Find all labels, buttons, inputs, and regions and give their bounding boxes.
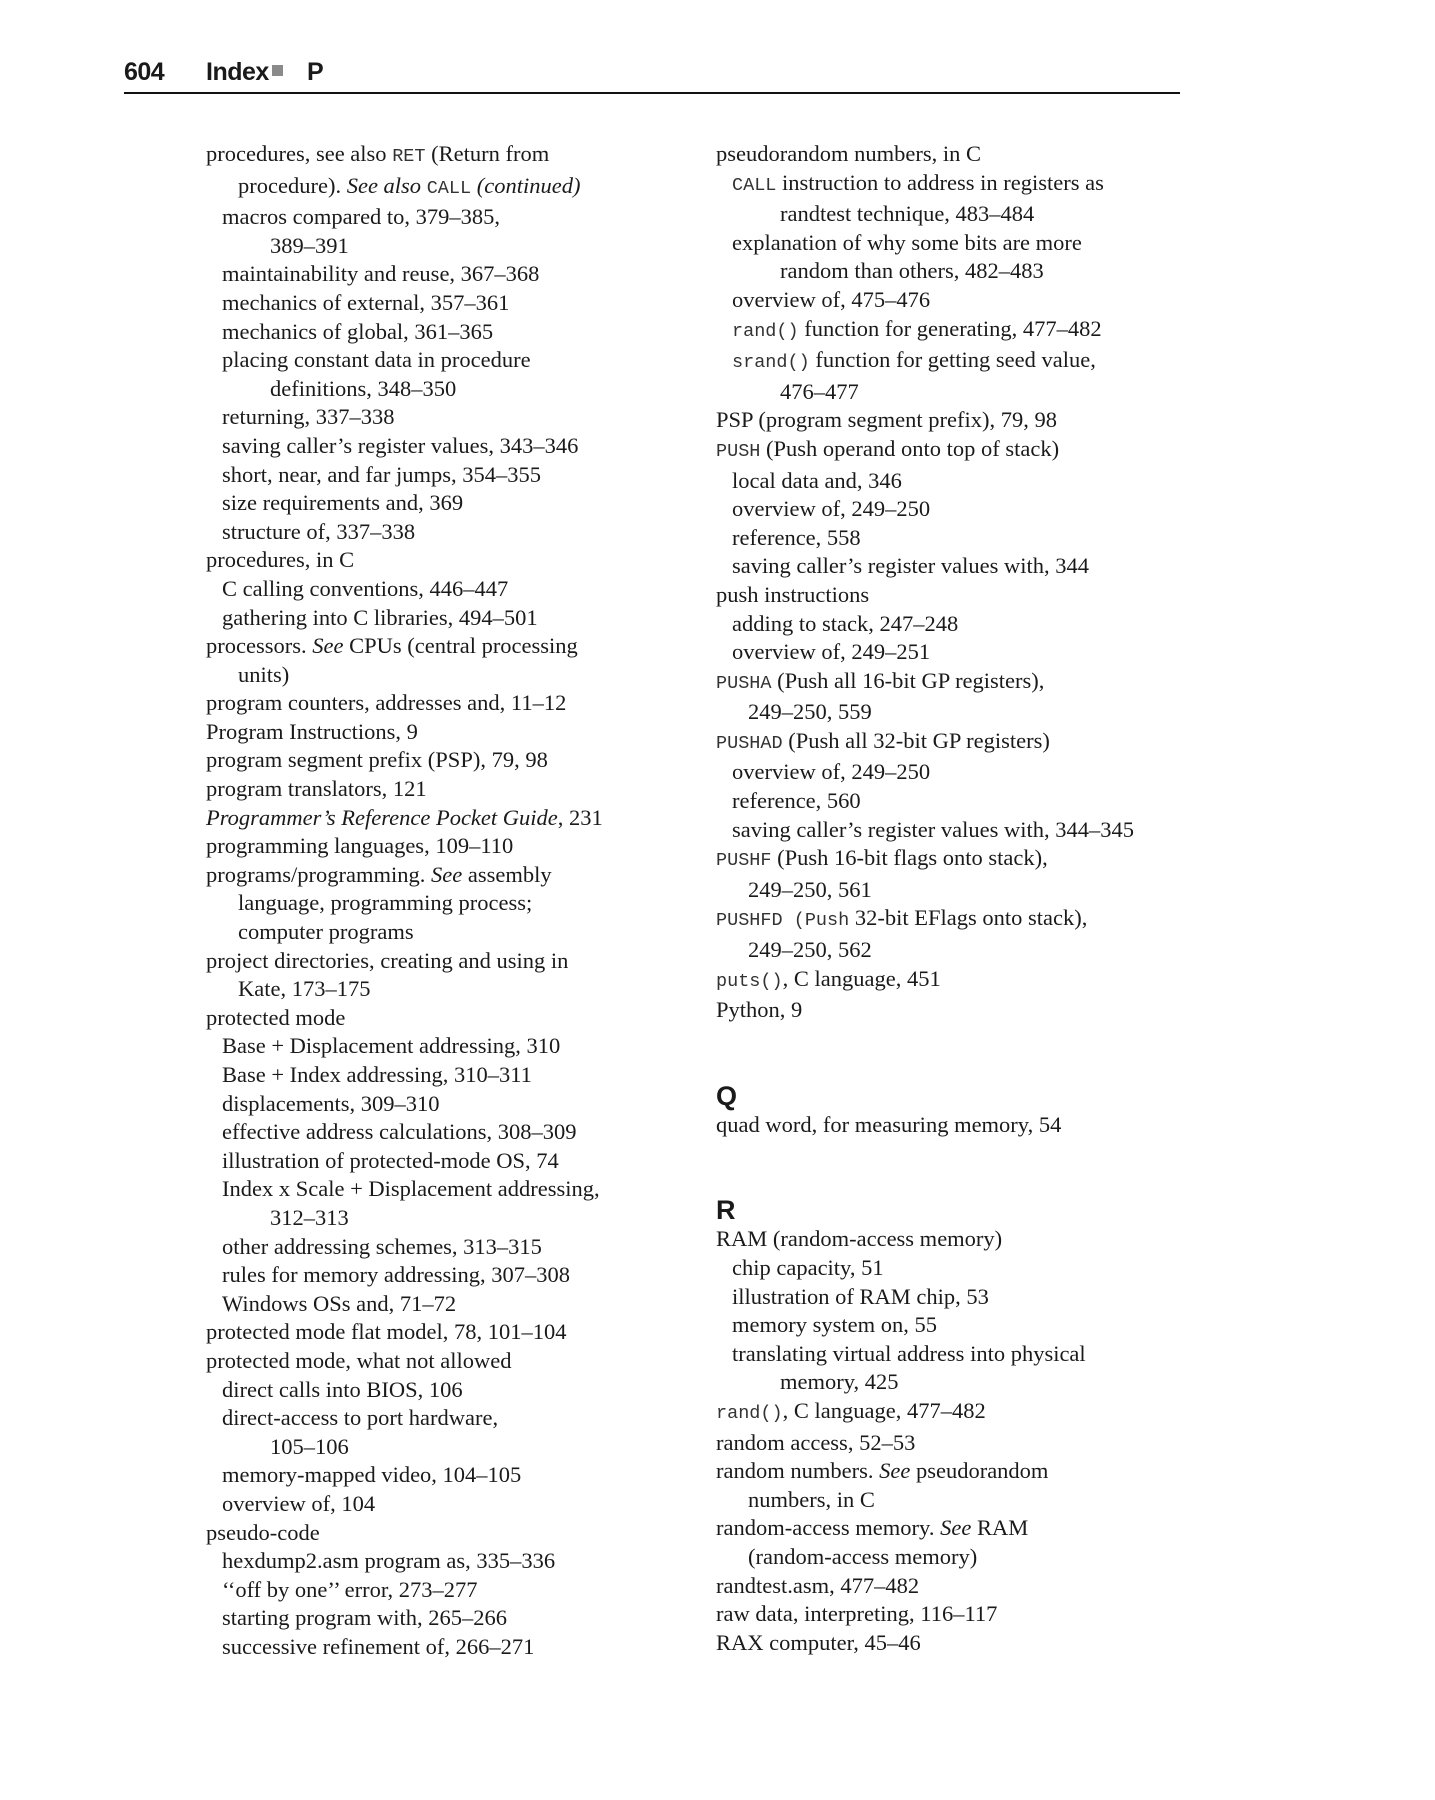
entry-text-part: rand() [716,1402,783,1424]
entry-text-part: protected mode [206,1004,346,1030]
entry-text-part: project directories, creating and using in [206,947,569,973]
entry-text-part: displacements, 309–310 [222,1090,440,1116]
entry-overview-475 [716,286,1196,315]
entry-hexdump2 [206,1547,666,1576]
entry-text-part: reference, 560 [732,788,861,814]
entry-text-part: starting program with, 265–266 [222,1605,507,1631]
entry-text-part: function for getting seed value, [809,347,1096,373]
entry-text-part: (Push operand onto top of stack) [760,435,1060,461]
entry-text-part: overview of, 249–250 [732,759,931,785]
entry-text-part: size requirements and, 369 [222,490,464,516]
entry-text-part: rules for memory addressing, 307–308 [222,1262,571,1288]
entry-puts [716,965,1196,997]
entry-text-part: protected mode flat model, 78, 101–104 [206,1319,567,1345]
entry-programming-languages [206,832,666,861]
entry-text-part: program segment prefix (PSP), 79, 98 [206,747,548,773]
entry-explanation-bits-cont [716,257,1196,286]
entry-text-part: explanation of why some bits are more [732,229,1082,255]
index-column-left [206,140,666,1661]
entry-displacements [206,1090,666,1119]
entry-text-part: srand() [732,352,810,374]
entry-overview-104 [206,1490,666,1519]
entry-other-addressing [206,1233,666,1262]
entry-text-part: random access, 52–53 [716,1429,916,1455]
entry-text-part: definitions, 348–350 [270,375,457,401]
entry-text-part: PUSHAD [716,732,783,754]
entry-program-instructions [206,718,666,747]
entry-text-part: adding to stack, 247–248 [732,610,959,636]
entry-pushf [716,844,1196,876]
section-heading-q: Q [716,1080,738,1111]
entry-text-part: direct calls into BIOS, 106 [222,1376,463,1402]
entry-ram [716,1225,1196,1254]
entry-placing-constant [206,346,666,375]
entry-psp [716,406,1196,435]
entry-base-displacement [206,1032,666,1061]
entry-text-part: Python, 9 [716,997,803,1023]
entry-macros-cont [206,232,666,261]
entry-text-part: CALL [426,177,472,199]
entry-procedures-see-also-1 [206,140,666,172]
entry-text-part: 476–477 [780,378,859,404]
entry-text-part: random than others, 482–483 [780,258,1044,284]
entry-text-part: programs/programming. [206,861,431,887]
entry-index-scale [206,1175,666,1204]
entry-text-part: overview of, 475–476 [732,286,931,312]
entry-text-part: computer programs [238,919,414,945]
entry-text-part: pseudorandom [910,1458,1049,1484]
entry-text-part: 249–250, 561 [748,876,872,902]
entry-text-part: ‘‘off by one’’ error, 273–277 [222,1576,478,1602]
entry-text-part: saving caller’s register values with, 344–345 [732,816,1134,842]
entry-rules-memory [206,1261,666,1290]
entry-random-numbers-cont [716,1486,1196,1515]
entry-off-by-one [206,1576,666,1605]
entry-effective-address [206,1118,666,1147]
entry-base-index [206,1061,666,1090]
entry-text-part: assembly [462,861,552,887]
entry-text-part: memory-mapped video, 104–105 [222,1462,522,1488]
entry-text-part: hexdump2.asm program as, 335–336 [222,1548,556,1574]
entry-text-part: memory, 425 [780,1369,899,1395]
entry-programs-programming-cont1 [206,889,666,918]
entry-text-part: protected mode, what not allowed [206,1347,512,1373]
entry-text-part: CPUs (central processing [343,633,578,659]
entry-procedures-in-c [206,546,666,575]
entry-program-segment-prefix [206,746,666,775]
entry-successive-refinement [206,1633,666,1662]
entry-text-part: See also [346,172,422,198]
page-header [124,56,1180,94]
entry-text-part: , C language, 451 [782,965,941,991]
entry-text-part: (Return from [425,141,550,166]
entry-text-part: PSP (program segment prefix), 79, 98 [716,407,1057,433]
entry-text-part: macros compared to, 379–385, [222,204,501,230]
header-title: Index [206,58,269,86]
entry-maintainability [206,260,666,289]
entry-quad-word [716,1111,1196,1140]
entry-text-part: (random-access memory) [748,1543,978,1569]
entry-text-part: Kate, 173–175 [238,976,371,1002]
entry-text-part: rand() [732,320,799,342]
entry-push [716,435,1196,467]
entry-text-part: (Push all 16-bit GP registers), [771,667,1045,693]
entry-text-part: pseudorandom numbers, in C [716,141,981,166]
entry-random-numbers [716,1457,1196,1486]
entry-text-part: See [879,1458,911,1484]
entry-programmers-reference [206,804,666,833]
entry-text-part: See [940,1515,972,1541]
index-column-right [716,140,1196,1657]
entry-direct-calls-bios [206,1376,666,1405]
entry-placing-constant-cont [206,375,666,404]
entry-pseudo-code [206,1519,666,1548]
entry-text-part: PUSH [716,440,761,462]
entry-text-part: memory system on, 55 [732,1312,937,1338]
entry-text-part: , 231 [557,804,603,830]
entry-pushfd-cont [716,936,1196,965]
entry-program-counters [206,689,666,718]
entry-srand-function [716,346,1196,378]
entry-text-part: random numbers. [716,1458,880,1484]
section-heading-r: R [716,1195,736,1226]
entry-pushfd [716,904,1196,936]
entry-gathering [206,604,666,633]
entry-text-part: See [312,633,344,659]
entry-text-part: reference, 558 [732,524,861,550]
entry-protected-not-allowed [206,1347,666,1376]
entry-text-part: 249–250, 559 [748,699,872,725]
entry-macros [206,203,666,232]
entry-text-part: Program Instructions, 9 [206,718,418,744]
entry-text-part: (Push 16-bit flags onto stack), [771,845,1048,871]
entry-text-part: function for generating, 477–482 [798,315,1102,341]
entry-text-part: mechanics of external, 357–361 [222,289,510,315]
entry-text-part: overview of, 104 [222,1490,376,1516]
entry-processors-cont [206,661,666,690]
entry-text-part: local data and, 346 [732,467,902,493]
entry-text-part: Base + Displacement addressing, 310 [222,1033,561,1059]
entry-program-translators [206,775,666,804]
entry-text-part: overview of, 249–250 [732,496,931,522]
entry-direct-access-port [206,1404,666,1433]
entry-text-part: gathering into C libraries, 494–501 [222,604,538,630]
entry-text-part: 105–106 [270,1433,349,1459]
entry-procedures-see-also-2 [206,172,666,204]
entry-text-part: See [430,861,463,887]
entry-protected-mode [206,1004,666,1033]
entry-text-part: Programmer’s Reference Pocket Guide [206,804,558,830]
entry-text-part: placing constant data in procedure [222,347,531,373]
entry-text-part: RAM (random-access memory) [716,1226,1003,1252]
entry-starting-program [206,1604,666,1633]
entry-processors [206,632,666,661]
entry-push-instructions [716,581,1196,610]
entry-explanation-bits [716,229,1196,258]
entry-project-directories [206,947,666,976]
entry-memory-system [716,1311,1196,1340]
entry-text-part: puts() [716,970,783,992]
entry-text-part: program translators, 121 [206,776,427,802]
entry-rand-c-language [716,1397,1196,1429]
entry-pushad [716,727,1196,759]
entry-programs-programming-cont2 [206,918,666,947]
entry-chip-capacity [716,1254,1196,1283]
entry-pushad-reference [716,787,1196,816]
entry-pusha-cont [716,698,1196,727]
entry-text-part: randtest technique, 483–484 [780,201,1035,227]
entry-translating-virtual [716,1340,1196,1369]
entry-text-part: translating virtual address into physical [732,1340,1086,1366]
entry-text-part: C calling conventions, 446–447 [222,575,509,601]
entry-random-access-memory-cont [716,1543,1196,1572]
entry-pushf-cont [716,876,1196,905]
page-number: 604 [124,58,165,86]
entry-raw-data [716,1600,1196,1629]
entry-text-part: 32-bit EFlags onto stack), [849,905,1088,931]
entry-text-part: saving caller’s register values with, 344 [732,553,1089,579]
header-letter: P [307,58,324,86]
entry-text-part: returning, 337–338 [222,404,395,430]
entry-text-part: PUSHFD (Push [716,910,850,932]
entry-text-part: programming languages, 109–110 [206,833,514,859]
entry-pusha [716,667,1196,699]
entry-text-part: , C language, 477–482 [782,1397,986,1423]
entry-text-part: structure of, 337–338 [222,518,416,544]
entry-call-instruction [716,169,1196,201]
entry-text-part: short, near, and far jumps, 354–355 [222,461,542,487]
entry-push-saving [716,552,1196,581]
entry-project-directories-cont [206,975,666,1004]
entry-c-calling [206,575,666,604]
entry-short-near-far [206,461,666,490]
entry-text-part: numbers, in C [748,1486,875,1512]
entry-text-part: raw data, interpreting, 116–117 [716,1601,998,1627]
entry-text-part: Windows OSs and, 71–72 [222,1290,457,1316]
entry-text-part: quad word, for measuring memory, 54 [716,1111,1062,1137]
entry-random-access [716,1429,1196,1458]
entry-index-scale-cont [206,1204,666,1233]
entry-call-instruction-cont [716,200,1196,229]
entry-rax-computer [716,1629,1196,1658]
entry-push-overview [716,495,1196,524]
entry-text-part: pseudo-code [206,1519,320,1545]
entry-text-part: other addressing schemes, 313–315 [222,1233,542,1259]
entry-text-part: random-access memory. [716,1515,941,1541]
entry-structure-of [206,518,666,547]
entry-adding-to-stack [716,610,1196,639]
entry-push-instr-overview [716,638,1196,667]
entry-python [716,996,1196,1025]
entry-memory-mapped-video [206,1461,666,1490]
entry-text-part: 389–391 [270,232,349,258]
entry-text-part: mechanics of global, 361–365 [222,318,494,344]
entry-size-requirements [206,489,666,518]
entry-text-part: CALL [732,174,777,196]
entry-text-part: 312–313 [270,1204,349,1230]
entry-text-part: 249–250, 562 [748,937,872,963]
entry-text-part: PUSHF [716,850,772,872]
entry-text-part: maintainability and reuse, 367–368 [222,261,540,287]
entry-text-part: effective address calculations, 308–309 [222,1119,577,1145]
entry-text-part: randtest.asm, 477–482 [716,1572,920,1598]
entry-windows-oss [206,1290,666,1319]
entry-pseudorandom [716,140,1196,169]
entry-illustration-protected [206,1147,666,1176]
entry-text-part: RAM [971,1515,1029,1541]
entry-text-part: PUSHA [716,672,772,694]
entry-protected-flat [206,1318,666,1347]
entry-randtest [716,1572,1196,1601]
header-separator-square [272,65,283,76]
entry-text-part: (Push all 32-bit GP registers) [782,727,1050,753]
entry-text-part: illustration of RAM chip, 53 [732,1283,989,1309]
entry-text-part: procedure). [238,172,347,198]
entry-mechanics-external [206,289,666,318]
entry-srand-function-cont [716,378,1196,407]
entry-programs-programming [206,861,666,890]
entry-push-reference [716,524,1196,553]
entry-text-part: Index x Scale + Displacement addressing, [222,1176,600,1202]
entry-saving-callers [206,432,666,461]
entry-text-part: program counters, addresses and, 11–12 [206,690,567,716]
entry-pushad-overview [716,758,1196,787]
entry-text-part: illustration of protected-mode OS, 74 [222,1147,559,1173]
entry-text-part: overview of, 249–251 [732,639,931,665]
entry-text-part: saving caller’s register values, 343–346 [222,432,579,458]
entry-text-part: successive refinement of, 266–271 [222,1633,535,1659]
entry-mechanics-global [206,318,666,347]
entry-text-part: RET [392,146,426,167]
entry-pushad-saving [716,816,1196,845]
entry-text-part: procedures, in C [206,547,355,573]
entry-text-part: units) [238,661,290,687]
entry-rand-function [716,315,1196,347]
entry-local-data [716,467,1196,496]
entry-translating-virtual-cont [716,1368,1196,1397]
entry-text-part: language, programming process; [238,890,533,916]
entry-text-part: RAX computer, 45–46 [716,1629,921,1655]
entry-text-part: (continued) [476,172,581,198]
entry-text-part: processors. [206,633,313,659]
entry-text-part: instruction to address in registers as [776,169,1104,195]
entry-text-part: push instructions [716,581,870,607]
entry-illustration-ram-chip [716,1283,1196,1312]
entry-returning [206,403,666,432]
entry-text-part: chip capacity, 51 [732,1255,884,1280]
entry-random-access-memory [716,1514,1196,1543]
entry-text-part: direct-access to port hardware, [222,1405,499,1431]
entry-text-part: Base + Index addressing, 310–311 [222,1062,532,1087]
entry-direct-access-port-cont [206,1433,666,1462]
entry-text-part: procedures, see also [206,141,393,166]
